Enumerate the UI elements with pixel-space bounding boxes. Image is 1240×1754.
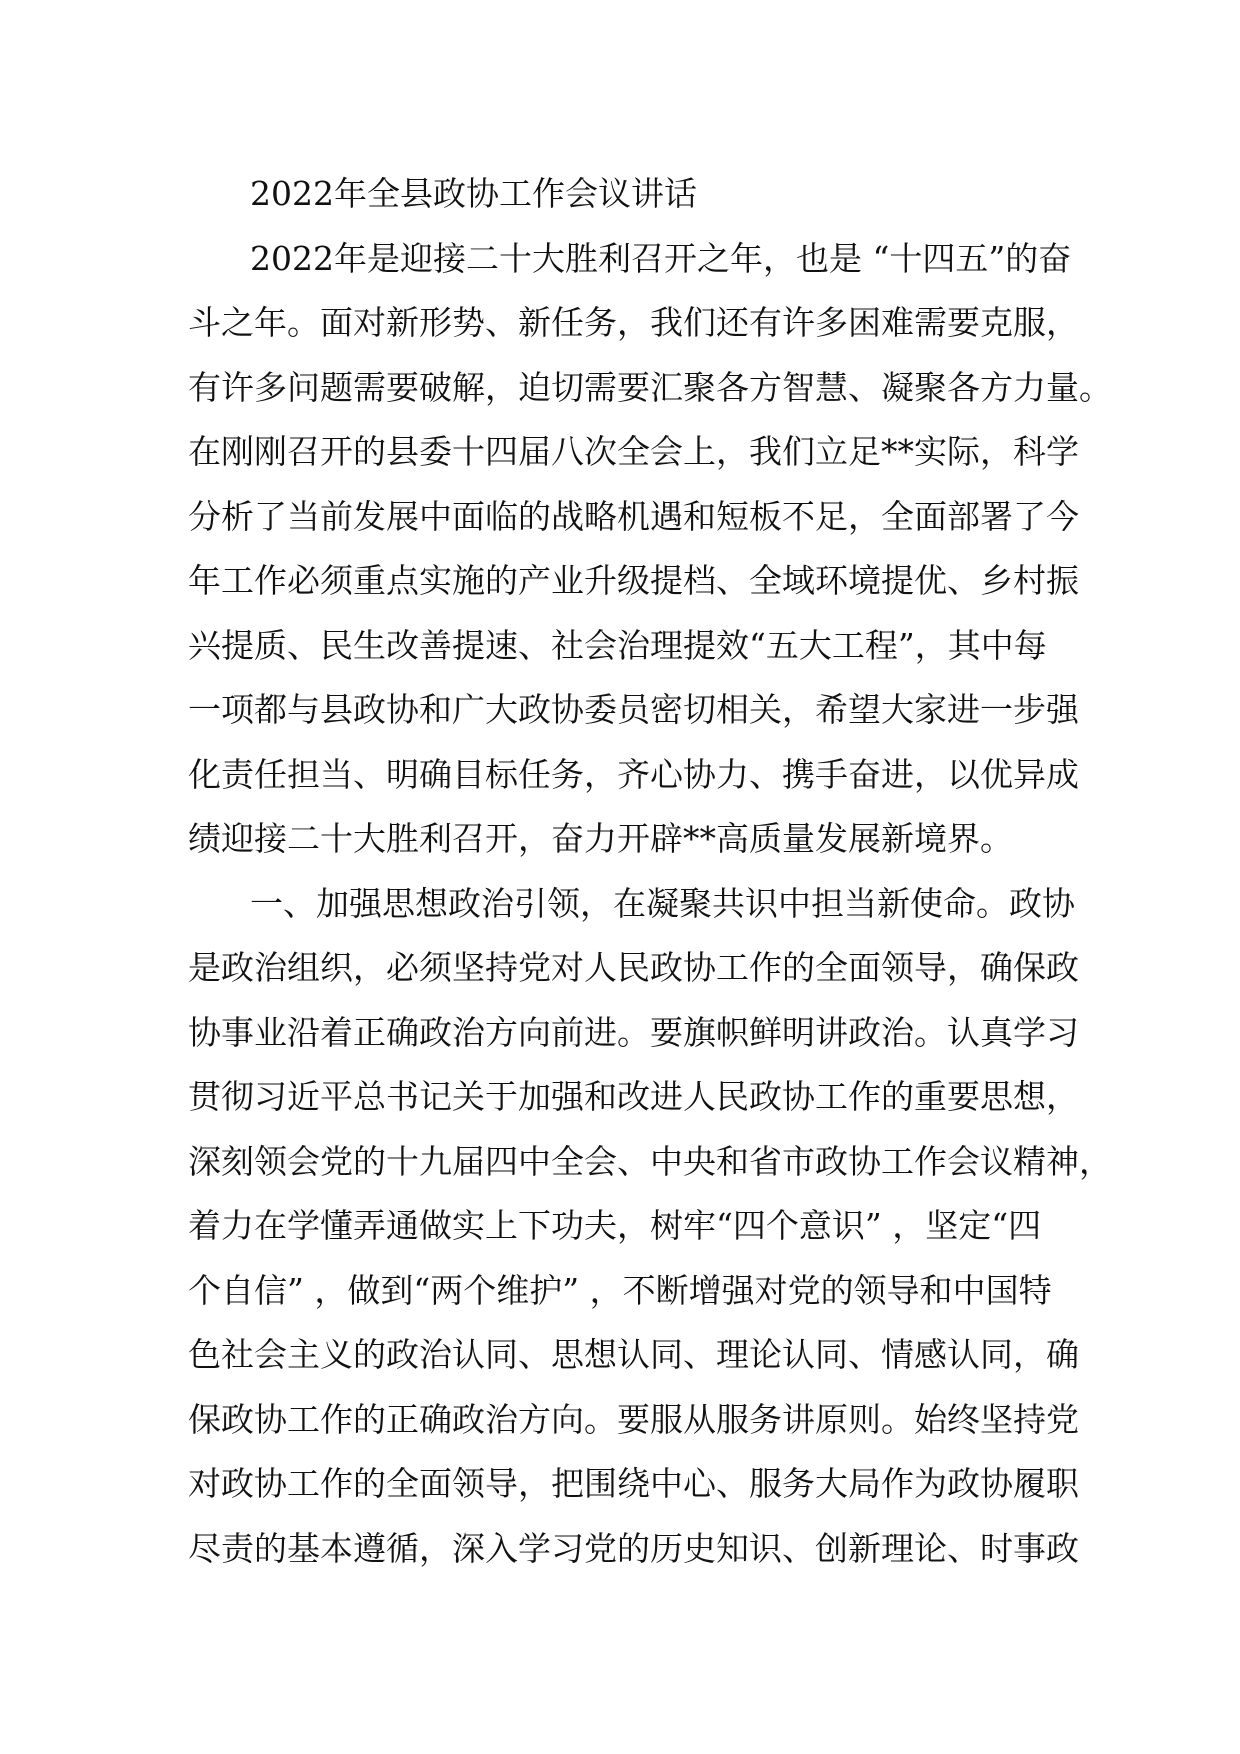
paragraph-line: 深刻领会党的十九届四中全会、中央和省市政协工作会议精神， (188, 1141, 1112, 1181)
paragraph-line: 个自信” ，做到“两个维护” ，不断增强对党的领导和中国特 (188, 1270, 1052, 1310)
paragraph-line: 一项都与县政协和广大政协委员密切相关，希望大家进一步强 (188, 690, 1079, 729)
paragraph-line: 保政协工作的正确政治方向。要服从服务讲原则。始终坚持党 (188, 1399, 1079, 1439)
paragraph-line: 斗之年。面对新形势、新任务，我们还有许多困难需要克服， (188, 303, 1079, 342)
document-body (188, 162, 1112, 1581)
paragraph-line: 着力在学懂弄通做实上下功夫，树牢“四个意识” ，坚定“四 (188, 1206, 1042, 1245)
paragraph-line: 色社会主义的政治认同、思想认同、理论认同、情感认同，确 (188, 1335, 1079, 1374)
paragraph-line: 分析了当前发展中面临的战略机遇和短板不足，全面部署了今 (188, 496, 1079, 536)
paragraph-line: 尽责的基本遵循，深入学习党的历史知识、创新理论、时事政 (188, 1528, 1079, 1568)
paragraph-line: 协事业沿着正确政治方向前进。要旗帜鲜明讲政治。认真学习 (188, 1012, 1079, 1052)
paragraph-line: 贯彻习近平总书记关于加强和改进人民政协工作的重要思想， (188, 1077, 1079, 1116)
section-heading-line: 一、加强思想政治引领，在凝聚共识中担当新使命。政协 (250, 883, 1075, 923)
paragraph-line: 有许多问题需要破解，迫切需要汇聚各方智慧、凝聚各方力量。 (188, 367, 1112, 407)
document-title: 2022年全县政协工作会议讲话 (250, 174, 697, 213)
paragraph-line: 2022年是迎接二十大胜利召开之年，也是 “十四五”的奋 (250, 238, 1072, 278)
paragraph-line: 对政协工作的全面领导，把围绕中心、服务大局作为政协履职 (188, 1464, 1079, 1503)
paragraph-line: 年工作必须重点实施的产业升级提档、全域环境提优、乡村振 (188, 561, 1079, 600)
paragraph-line: 化责任担当、明确目标任务，齐心协力、携手奋进，以优异成 (188, 754, 1079, 794)
paragraph-line: 是政治组织，必须坚持党对人民政协工作的全面领导，确保政 (188, 948, 1079, 987)
paragraph-line: 兴提质、民生改善提速、社会治理提效“五大工程”，其中每 (188, 625, 1047, 665)
paragraph-line: 绩迎接二十大胜利召开，奋力开辟**高质量发展新境界。 (188, 819, 1013, 858)
paragraph-line: 在刚刚召开的县委十四届八次全会上，我们立足**实际，科学 (188, 432, 1079, 471)
